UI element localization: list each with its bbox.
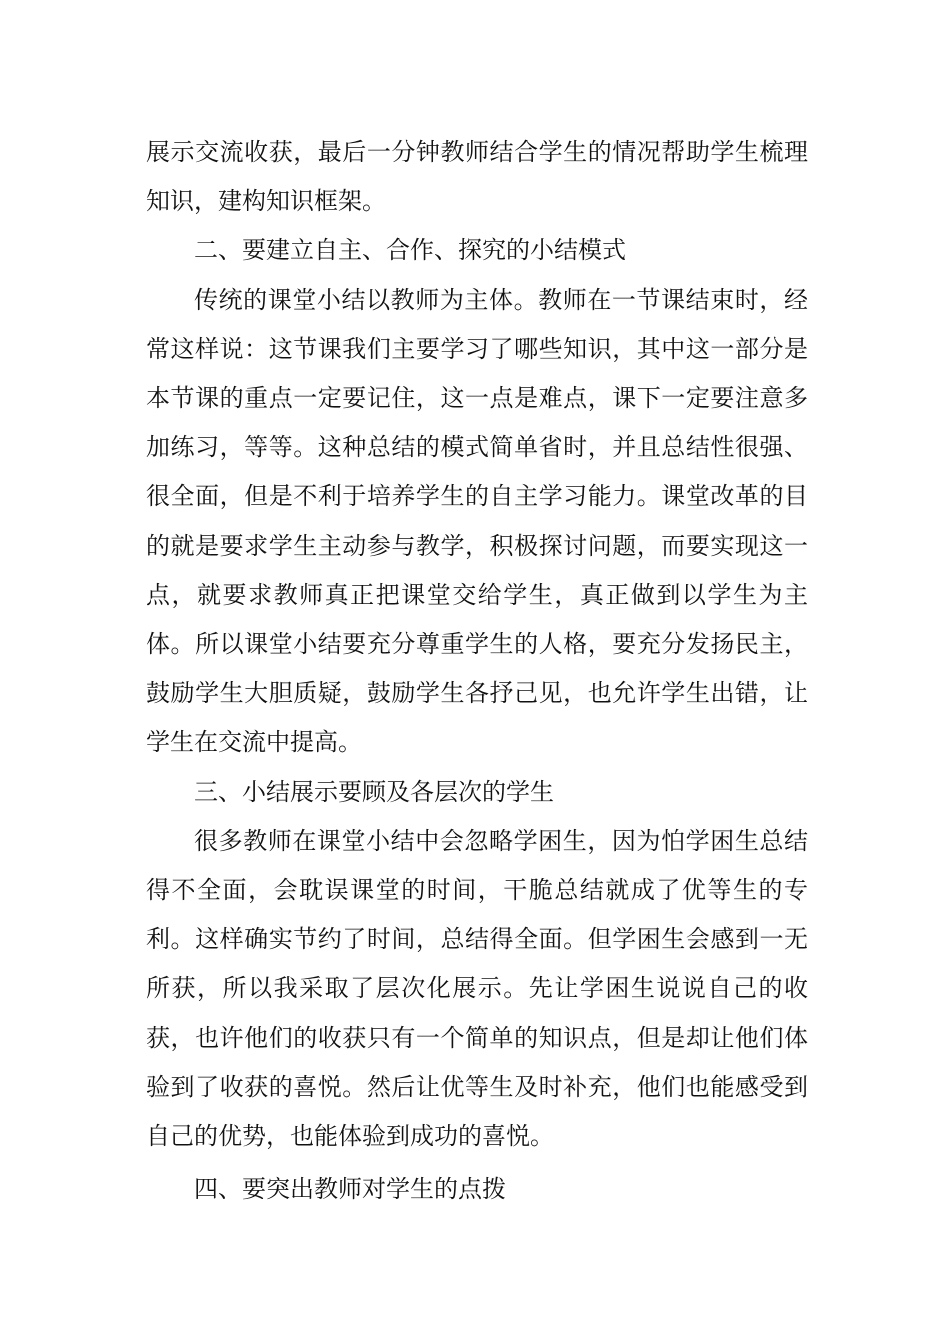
section-heading-2: 二、要建立自主、合作、探究的小结模式 <box>194 236 626 265</box>
paragraph-traditional-summary: 传统的课堂小结以教师为主体。教师在一节课结束时，经常这样说：这节课我们主要学习了哪些知识，其中这一部分是本节课的重点一定要记住，这一点是难点，课下一定要注意多加练习，等等。这种总结的模式简单省时，并且总结性很强、很全面，但是不利于培养学生的自主学习能力。课堂改革的目的就是要求学生主动参与教学，积极探讨问题，而要实现这一点，就要求教师真正把课堂交给学生，真正做到以学生为主体。所以课堂小结要充分尊重学生的人格，要充分发扬民主，鼓励学生大胆质疑，鼓励学生各抒己见，也允许学生出错，让学生在交流中提高。 <box>146 285 808 757</box>
section-heading-3: 三、小结展示要顾及各层次的学生 <box>194 777 554 806</box>
paragraph-continued: 展示交流收获，最后一分钟教师结合学生的情况帮助学生梳理知识，建构知识框架。 <box>146 138 808 216</box>
paragraph-struggling-students: 很多教师在课堂小结中会忽略学困生，因为怕学困生总结得不全面，会耽误课堂的时间，干脆总结就成了优等生的专利。这样确实节约了时间，总结得全面。但学困生会感到一无所获，所以我采取了层次化展示。先让学困生说说自己的收获，也许他们的收获只有一个简单的知识点，但是却让他们体验到了收获的喜悦。然后让优等生及时补充，他们也能感受到自己的优势，也能体验到成功的喜悦。 <box>146 826 808 1151</box>
document-body <box>146 128 808 1214</box>
section-heading-4: 四、要突出教师对学生的点拨 <box>194 1175 506 1204</box>
